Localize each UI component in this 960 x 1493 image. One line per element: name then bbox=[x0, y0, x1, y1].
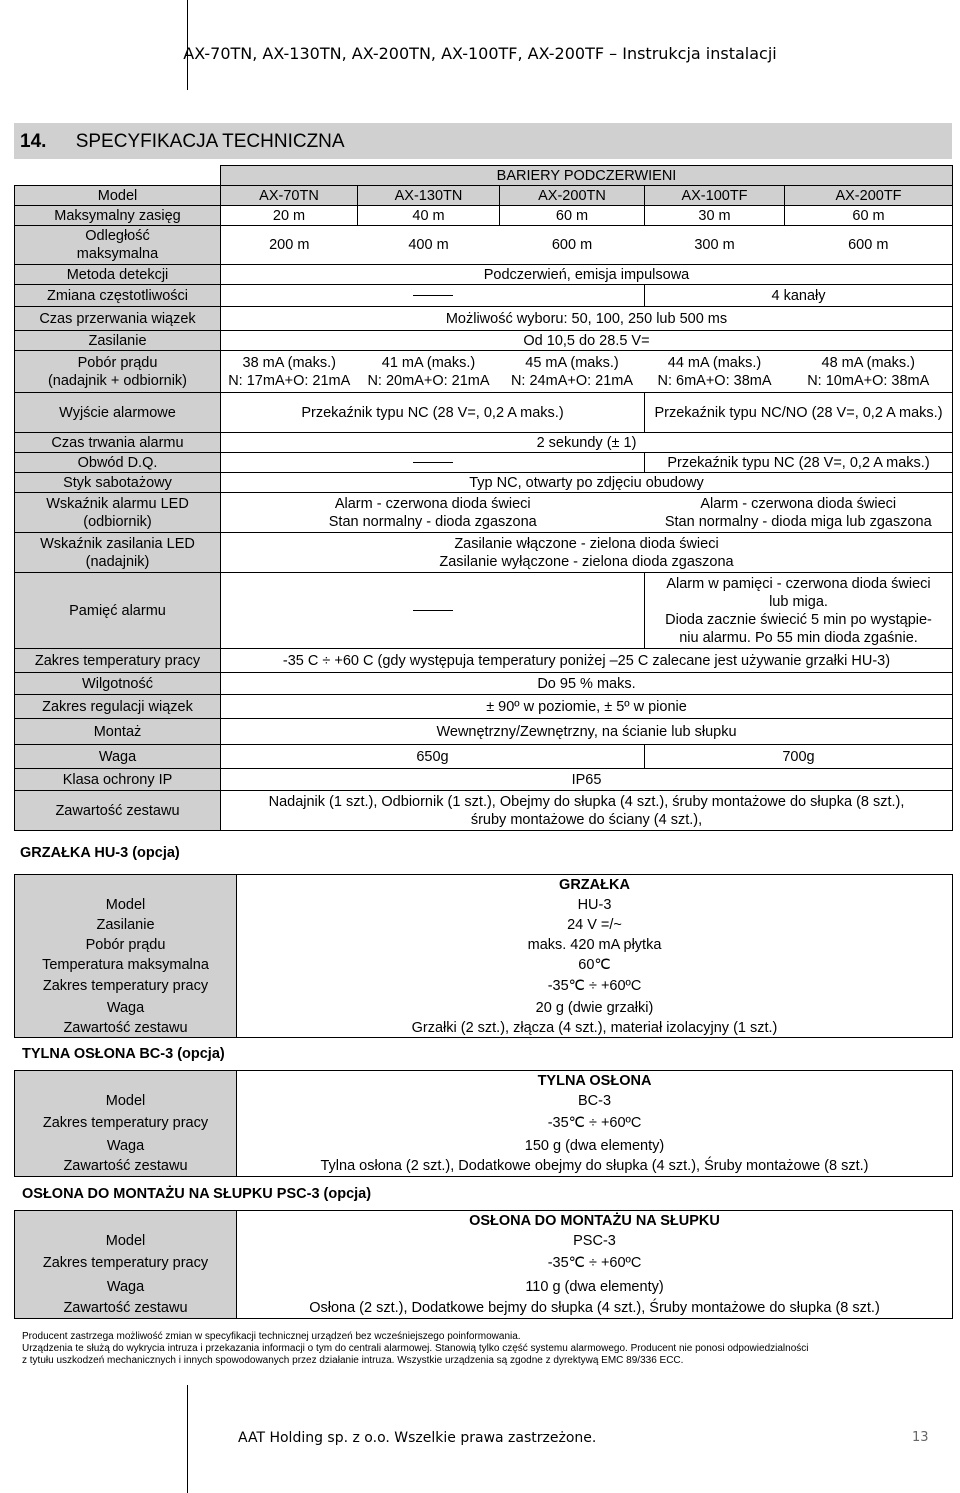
row-label-detection: Metoda detekcji bbox=[15, 265, 221, 285]
row-label-temp: Zakres temperatury pracy bbox=[15, 649, 221, 673]
current-split: N: 17mA+O: 21mA bbox=[228, 372, 351, 389]
heater-label: Pobór prądu bbox=[15, 935, 237, 955]
heater-value: 20 g (dwie grzałki) bbox=[237, 997, 953, 1019]
heater-value: HU-3 bbox=[237, 895, 953, 915]
memory-line: Dioda zacznie świecić 5 min po wystąpie- bbox=[665, 611, 932, 628]
range-cell: 60 m bbox=[785, 206, 953, 226]
power-led-label-line: Wskaźnik zasilania LED bbox=[40, 535, 195, 552]
current-split: N: 20mA+O: 21mA bbox=[367, 372, 490, 389]
distance-cell: 600 m bbox=[500, 226, 645, 265]
pole-value: Osłona (2 szt.), Dodatkowe bejmy do słupka (4 szt.), Śruby montażowe do słupka (8 szt.) bbox=[237, 1299, 953, 1319]
pole-label: Model bbox=[15, 1231, 237, 1251]
memory-line: lub miga. bbox=[769, 593, 828, 610]
row-label-power-led bbox=[15, 533, 221, 573]
current-cell bbox=[645, 351, 785, 393]
table-row bbox=[15, 533, 953, 573]
table-row bbox=[15, 265, 953, 285]
current-split: N: 10mA+O: 38mA bbox=[807, 372, 930, 389]
note-line: Urządzenia te służą do wykrycia intruza i przekazania informacji o tym do centrali alarmowej. Stanowią tylko część systemu alarmowego. Producent nie ponosi odpowiedzialności bbox=[22, 1343, 809, 1354]
row-label-alarm-out: Wyjście alarmowe bbox=[15, 393, 221, 433]
row-label-memory: Pamięć alarmu bbox=[15, 573, 221, 649]
power-value: Od 10,5 do 28.5 V= bbox=[221, 331, 953, 351]
table-row bbox=[15, 695, 953, 719]
pole-corner bbox=[15, 1211, 237, 1231]
table-row bbox=[15, 791, 953, 831]
current-max: 38 mA (maks.) bbox=[242, 354, 336, 371]
row-label-dq: Obwód D.Q. bbox=[15, 453, 221, 473]
alarm-led-label-line: Wskaźnik alarmu LED bbox=[46, 495, 189, 512]
table-row bbox=[15, 393, 953, 433]
current-cell bbox=[221, 351, 358, 393]
table-row bbox=[15, 649, 953, 673]
row-label-max-distance: Odległość maksymalna bbox=[15, 226, 221, 265]
cover-label: Zakres temperatury pracy bbox=[15, 1111, 237, 1135]
model-cell: AX-200TF bbox=[785, 186, 953, 206]
table-row bbox=[15, 493, 953, 533]
table-row bbox=[15, 719, 953, 745]
distance-cell: 600 m bbox=[785, 226, 953, 265]
row-label-ip: Klasa ochrony IP bbox=[15, 769, 221, 791]
alarm-out-tn: Przekaźnik typu NC (28 V=, 0,2 A maks.) bbox=[221, 393, 645, 433]
temp-value: -35 C ÷ +60 C (gdy występuja temperatury poniżej –25 C zalecane jest używanie grzałki HU-3) bbox=[221, 649, 953, 673]
alarm-led-tn-line: Alarm - czerwona dioda świeci bbox=[334, 495, 531, 512]
humidity-value: Do 95 % maks. bbox=[221, 673, 953, 695]
dash-mark bbox=[413, 462, 453, 463]
range-cell: 60 m bbox=[500, 206, 645, 226]
note-line: Producent zastrzega możliwość zmian w specyfikacji technicznej urządzeń bez wcześniejszego poinformowania. bbox=[22, 1331, 521, 1342]
pole-label: Zawartość zestawu bbox=[15, 1299, 237, 1319]
dq-tn bbox=[221, 453, 645, 473]
heater-table bbox=[14, 874, 953, 1038]
dash-mark bbox=[413, 610, 453, 611]
current-split: N: 6mA+O: 38mA bbox=[657, 372, 772, 389]
heater-title: GRZAŁKA HU-3 (opcja) bbox=[20, 845, 180, 861]
row-label-adjust: Zakres regulacji wiązek bbox=[15, 695, 221, 719]
cover-table bbox=[14, 1070, 953, 1177]
tamper-value: Typ NC, otwarty po zdjęciu obudowy bbox=[221, 473, 953, 493]
cover-label: Model bbox=[15, 1091, 237, 1111]
row-label-interrupt: Czas przerwania wiązek bbox=[15, 307, 221, 331]
current-max: 48 mA (maks.) bbox=[821, 354, 915, 371]
legal-notes bbox=[22, 1331, 942, 1367]
dq-value: Przekaźnik typu NC (28 V=, 0,2 A maks.) bbox=[645, 453, 953, 473]
table-row bbox=[15, 307, 953, 331]
heater-label: Waga bbox=[15, 997, 237, 1019]
section-number: 14. bbox=[20, 131, 47, 152]
pole-label: Zakres temperatury pracy bbox=[15, 1251, 237, 1275]
current-cell bbox=[500, 351, 645, 393]
row-label-kit: Zawartość zestawu bbox=[15, 791, 221, 831]
row-label-power: Zasilanie bbox=[15, 331, 221, 351]
section-heading bbox=[20, 131, 345, 153]
detection-value: Podczerwień, emisja impulsowa bbox=[221, 265, 953, 285]
heater-value: 60℃ bbox=[237, 955, 953, 975]
heater-value: maks. 420 mA płytka bbox=[237, 935, 953, 955]
row-label-range: Maksymalny zasięg bbox=[15, 206, 221, 226]
table-row bbox=[15, 226, 953, 265]
mount-value: Wewnętrzny/Zewnętrzny, na ścianie lub słupku bbox=[221, 719, 953, 745]
table-row bbox=[15, 673, 953, 695]
model-cell: AX-130TN bbox=[358, 186, 500, 206]
cover-value: 150 g (dwa elementy) bbox=[237, 1135, 953, 1157]
row-label-humidity: Wilgotność bbox=[15, 673, 221, 695]
memory-line: niu alarmu. Po 55 min dioda zgaśnie. bbox=[679, 629, 918, 646]
range-cell: 20 m bbox=[221, 206, 358, 226]
power-led-label-line: (nadajnik) bbox=[85, 553, 150, 570]
current-label-line: Pobór prądu bbox=[77, 354, 158, 371]
alarm-time-value: 2 sekundy (± 1) bbox=[221, 433, 953, 453]
model-cell: AX-200TN bbox=[500, 186, 645, 206]
table-row bbox=[15, 186, 953, 206]
heater-label: Zasilanie bbox=[15, 915, 237, 935]
row-label-current bbox=[15, 351, 221, 393]
distance-cell: 200 m bbox=[221, 226, 358, 265]
range-cell: 30 m bbox=[645, 206, 785, 226]
kit-line: śruby montażowe do ściany (4 szt.), bbox=[470, 811, 703, 828]
cover-header: TYLNA OSŁONA bbox=[237, 1071, 953, 1091]
pole-label: Waga bbox=[15, 1275, 237, 1299]
heater-label: Zakres temperatury pracy bbox=[15, 975, 237, 997]
cover-label: Zawartość zestawu bbox=[15, 1157, 237, 1177]
weight-tn: 650g bbox=[221, 745, 645, 769]
cover-value: Tylna osłona (2 szt.), Dodatkowe obejmy do słupka (4 szt.), Śruby montażowe (8 szt.) bbox=[237, 1157, 953, 1177]
model-cell: AX-100TF bbox=[645, 186, 785, 206]
heater-header: GRZAŁKA bbox=[237, 875, 953, 895]
heater-label: Zawartość zestawu bbox=[15, 1019, 237, 1038]
alarm-led-label-line: (odbiornik) bbox=[83, 513, 152, 530]
power-led-line: Zasilanie włączone - zielona dioda świeci bbox=[454, 535, 719, 552]
range-cell: 40 m bbox=[358, 206, 500, 226]
current-cell bbox=[785, 351, 953, 393]
heater-label: Temperatura maksymalna bbox=[15, 955, 237, 975]
table-row bbox=[15, 331, 953, 351]
table-row bbox=[15, 351, 953, 393]
row-label-weight: Waga bbox=[15, 745, 221, 769]
memory-tn bbox=[221, 573, 645, 649]
heater-label: Model bbox=[15, 895, 237, 915]
weight-tf: 700g bbox=[645, 745, 953, 769]
row-label-alarm-led bbox=[15, 493, 221, 533]
pole-header: OSŁONA DO MONTAŻU NA SŁUPKU bbox=[237, 1211, 953, 1231]
alarm-led-tf bbox=[645, 493, 953, 533]
ip-value: IP65 bbox=[221, 769, 953, 791]
alarm-led-tf-line: Stan normalny - dioda miga lub zgaszona bbox=[664, 513, 932, 530]
section-title: SPECYFIKACJA TECHNICZNA bbox=[75, 131, 345, 152]
table-row bbox=[15, 769, 953, 791]
row-label-alarm-time: Czas trwania alarmu bbox=[15, 433, 221, 453]
distance-cell: 400 m bbox=[358, 226, 500, 265]
heater-value: 24 V =/~ bbox=[237, 915, 953, 935]
memory-tf bbox=[645, 573, 953, 649]
pole-value: 110 g (dwa elementy) bbox=[237, 1275, 953, 1299]
kit-value bbox=[221, 791, 953, 831]
distance-cell: 300 m bbox=[645, 226, 785, 265]
row-label-mount: Montaż bbox=[15, 719, 221, 745]
cover-corner bbox=[15, 1071, 237, 1091]
current-label-line: (nadajnik + odbiornik) bbox=[47, 372, 188, 389]
table-row bbox=[15, 206, 953, 226]
footer-company: AAT Holding sp. z o.o. Wszelkie prawa zastrzeżone. bbox=[238, 1430, 597, 1446]
table-row bbox=[15, 745, 953, 769]
dash-mark bbox=[413, 295, 453, 296]
table-row bbox=[15, 573, 953, 649]
row-label-tamper: Styk sabotażowy bbox=[15, 473, 221, 493]
spec-table bbox=[14, 165, 953, 831]
bottom-margin-line bbox=[187, 1385, 188, 1493]
pole-value: PSC-3 bbox=[237, 1231, 953, 1251]
frequency-tn bbox=[221, 285, 645, 307]
cover-value: BC-3 bbox=[237, 1091, 953, 1111]
model-cell: AX-70TN bbox=[221, 186, 358, 206]
cover-title: TYLNA OSŁONA BC-3 (opcja) bbox=[22, 1046, 225, 1062]
table-row bbox=[15, 285, 953, 307]
group-header: BARIERY PODCZERWIENI bbox=[221, 166, 953, 186]
current-max: 41 mA (maks.) bbox=[381, 354, 476, 371]
table-row bbox=[15, 433, 953, 453]
alarm-led-tn bbox=[221, 493, 645, 533]
table-row bbox=[15, 453, 953, 473]
row-label-model: Model bbox=[15, 186, 221, 206]
alarm-led-tn-line: Stan normalny - dioda zgaszona bbox=[328, 513, 537, 530]
alarm-led-tf-line: Alarm - czerwona dioda świeci bbox=[700, 495, 897, 512]
current-cell bbox=[358, 351, 500, 393]
row-label-frequency: Zmiana częstotliwości bbox=[15, 285, 221, 307]
heater-corner bbox=[15, 875, 237, 895]
table-corner bbox=[15, 166, 221, 186]
current-max: 44 mA (maks.) bbox=[667, 354, 762, 371]
cover-label: Waga bbox=[15, 1135, 237, 1157]
power-led-value bbox=[221, 533, 953, 573]
note-line: z tytułu uszkodzeń mechanicznych i innych spowodowanych przez działanie intruza. Wszystkie urządzenia są zgodne z dyrektywą EMC 89/336 ECC. bbox=[22, 1355, 684, 1366]
alarm-out-tf: Przekaźnik typu NC/NO (28 V=, 0,2 A maks.) bbox=[645, 393, 953, 433]
pole-table bbox=[14, 1210, 953, 1319]
heater-value: Grzałki (2 szt.), złącza (4 szt.), materiał izolacyjny (1 szt.) bbox=[237, 1019, 953, 1038]
current-split: N: 24mA+O: 21mA bbox=[510, 372, 634, 389]
cover-value: -35℃ ÷ +60ºC bbox=[237, 1111, 953, 1135]
adjust-value: ± 90º w poziomie, ± 5º w pionie bbox=[221, 695, 953, 719]
document-header-title: AX-70TN, AX-130TN, AX-200TN, AX-100TF, AX-200TF – Instrukcja instalacji bbox=[183, 44, 777, 63]
table-row bbox=[15, 473, 953, 493]
pole-title: OSŁONA DO MONTAŻU NA SŁUPKU PSC-3 (opcja) bbox=[22, 1186, 372, 1202]
frequency-value: 4 kanały bbox=[645, 285, 953, 307]
interrupt-value: Możliwość wyboru: 50, 100, 250 lub 500 ms bbox=[221, 307, 953, 331]
pole-value: -35℃ ÷ +60ºC bbox=[237, 1251, 953, 1275]
heater-value: -35℃ ÷ +60ºC bbox=[237, 975, 953, 997]
page-number: 13 bbox=[912, 1430, 929, 1445]
kit-line: Nadajnik (1 szt.), Odbiornik (1 szt.), Obejmy do słupka (4 szt.), śruby montażowe do słupka (8 szt.), bbox=[268, 793, 905, 810]
memory-line: Alarm w pamięci - czerwona dioda świeci bbox=[666, 575, 931, 592]
power-led-line: Zasilanie wyłączone - zielona dioda zgaszona bbox=[439, 553, 734, 570]
current-max: 45 mA (maks.) bbox=[525, 354, 619, 371]
